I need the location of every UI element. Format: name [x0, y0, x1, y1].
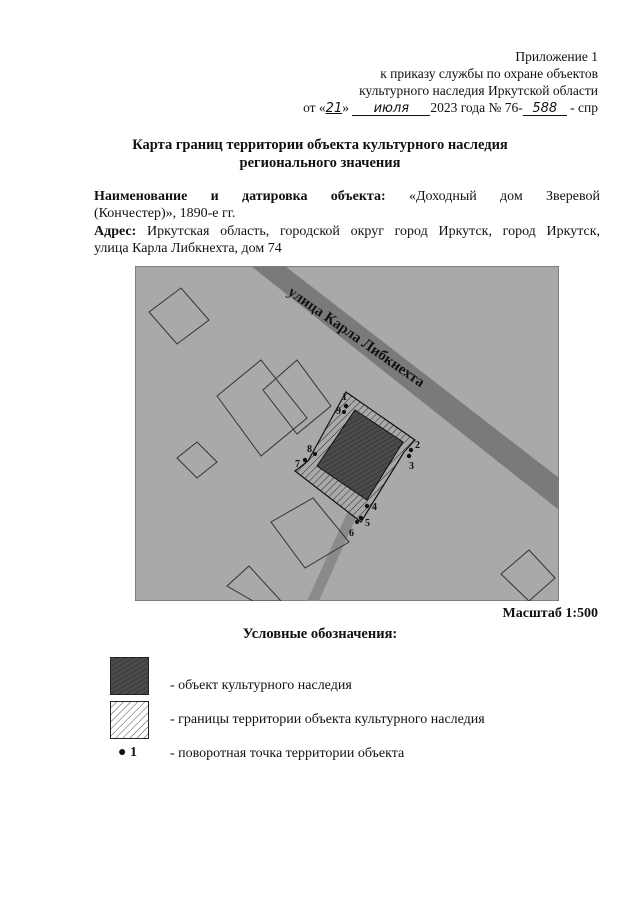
legend-boundary-swatch — [110, 701, 150, 739]
turn-point-5 — [359, 516, 363, 520]
object-name-value-2: (Кончестер)», 1890-е гг. — [94, 206, 236, 221]
turn-point-4 — [365, 504, 369, 508]
appendix-label: Приложение 1 — [515, 49, 598, 64]
turn-point-label-8: 8 — [307, 444, 312, 455]
address-label: Адрес: — [94, 224, 137, 239]
date-mid: » — [342, 100, 349, 115]
turn-point-7 — [303, 458, 307, 462]
street-label: улица Карла Либкнехта — [284, 284, 428, 391]
legend-object-swatch — [110, 657, 150, 695]
date-day: 21 — [325, 101, 343, 116]
address-value-2: улица Карла Либкнехта, дом 74 — [94, 241, 282, 256]
turn-point-6 — [355, 520, 359, 524]
map-scale: Масштаб 1:500 — [502, 606, 598, 621]
turn-point-2 — [409, 448, 413, 452]
agency-line: культурного наследия Иркутской области — [359, 83, 598, 98]
turn-point-label-7: 7 — [295, 459, 300, 470]
turn-point-9 — [342, 410, 346, 414]
legend-boundary-text: - границы территории объекта культурного наследия — [170, 712, 485, 727]
address-line1 — [94, 223, 600, 240]
turn-point-label-3: 3 — [409, 461, 414, 472]
object-name-label: Наименование и датировка объекта: — [94, 189, 386, 204]
site-map — [135, 266, 559, 601]
object-name-line1 — [94, 188, 600, 205]
turn-point-label-6: 6 — [349, 528, 354, 539]
turn-point-label-1: 1 — [342, 392, 347, 403]
turn-point-label-2: 2 — [415, 440, 420, 451]
order-ref-line: к приказу службы по охране объектов — [380, 66, 598, 81]
turn-point-1 — [344, 404, 348, 408]
legend-point-text: - поворотная точка территории объекта — [170, 746, 405, 761]
date-year: 2023 года № 76- — [430, 100, 523, 115]
doc-title-line1: Карта границ территории объекта культурного наследия — [132, 137, 508, 153]
address-value-1: Иркутская область, городской округ город Иркутск, город Иркутск, — [146, 224, 601, 239]
turn-point-label-9: 9 — [336, 406, 341, 417]
order-number: 588 — [523, 102, 567, 116]
legend-title: Условные обозначения: — [242, 626, 398, 642]
legend-object-text: - объект культурного наследия — [170, 678, 352, 693]
legend-point-label: 1 — [129, 745, 137, 760]
legend-point-symbol — [118, 745, 137, 761]
legend-point-dot-icon: ● — [118, 745, 127, 760]
date-month: июля — [352, 102, 430, 116]
turn-point-label-5: 5 — [365, 518, 370, 529]
date-line — [303, 99, 598, 117]
turn-point-label-4: 4 — [372, 502, 377, 513]
turn-point-8 — [313, 452, 317, 456]
date-prefix: от « — [303, 100, 326, 115]
turn-point-3 — [407, 454, 411, 458]
doc-title-line2: регионального значения — [239, 155, 401, 171]
object-name-value-1: «Доходный дом Зверевой — [408, 189, 601, 204]
order-suffix: - спр — [570, 100, 598, 115]
